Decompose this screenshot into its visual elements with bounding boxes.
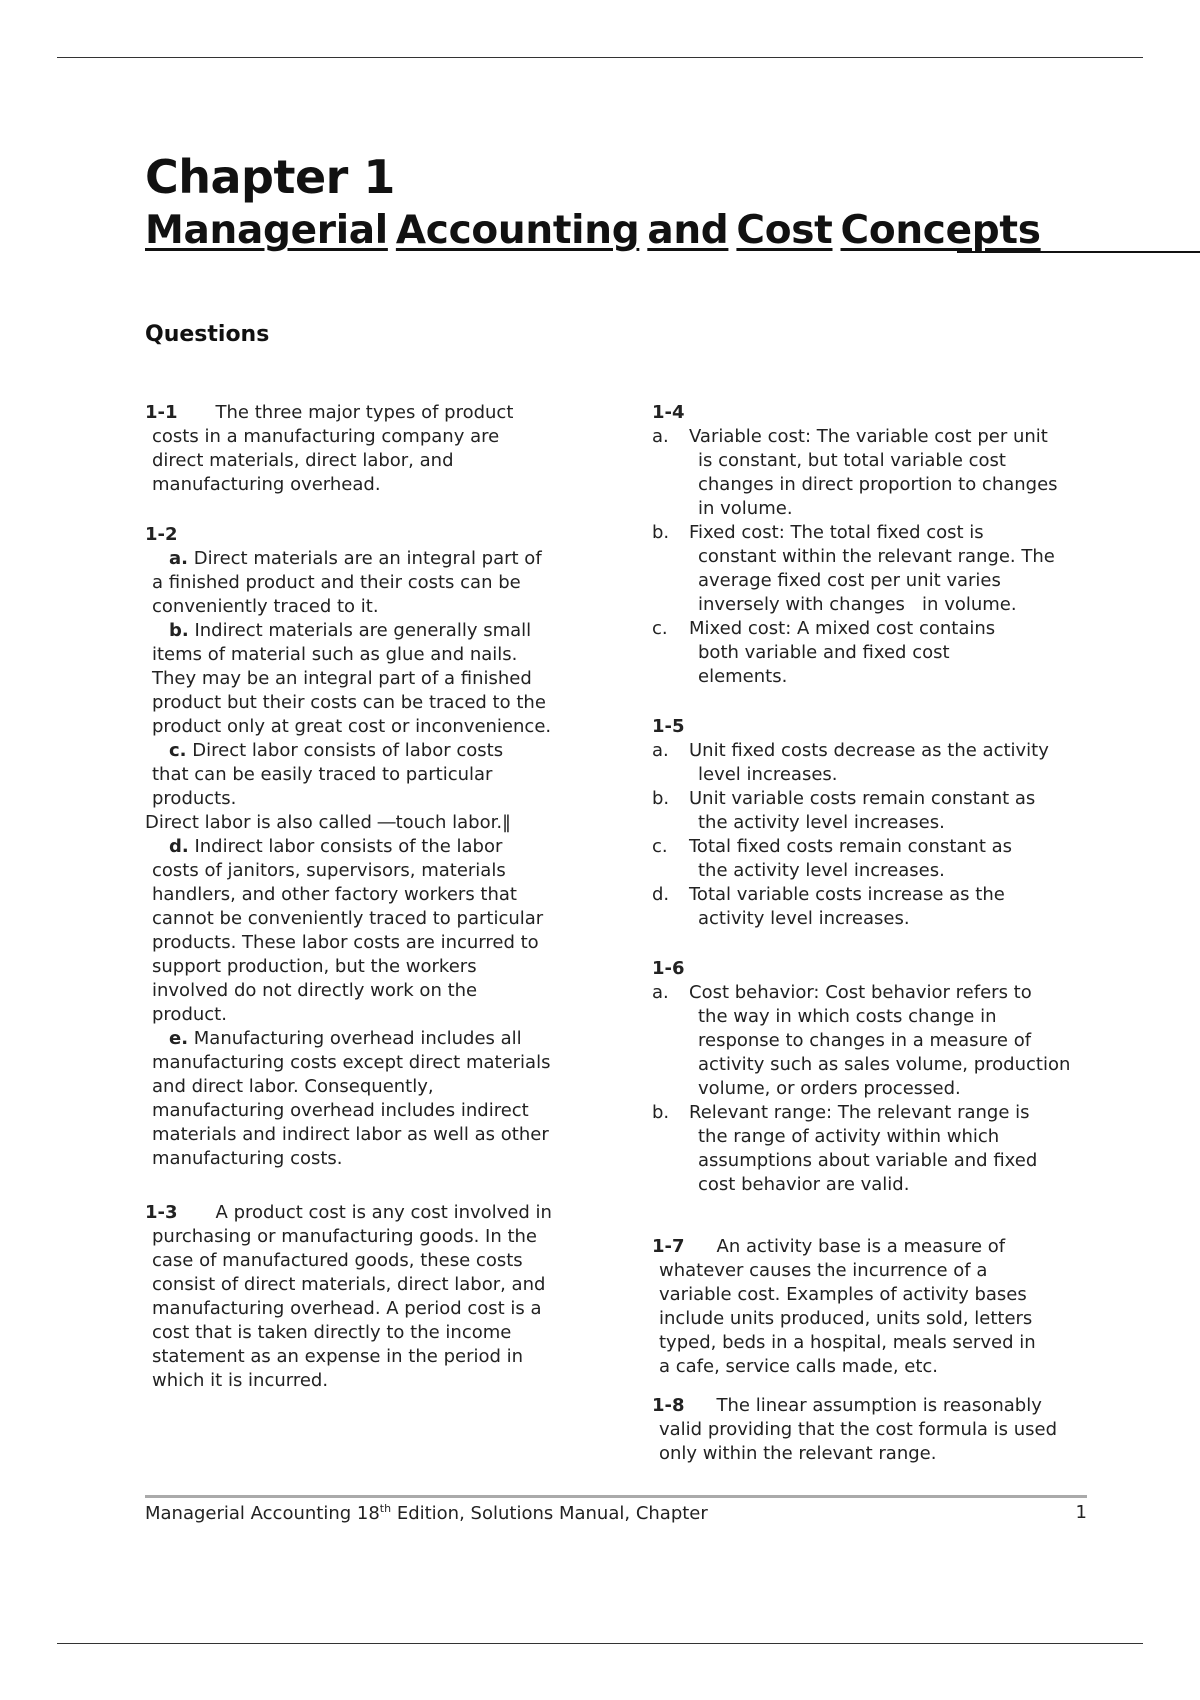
answer-line: changes in direct proportion to changes bbox=[698, 474, 1058, 495]
question-number: 1-7 bbox=[652, 1236, 685, 1257]
answer-line: a finished product and their costs can be bbox=[152, 572, 521, 593]
chapter-title: Chapter 1 bbox=[145, 150, 395, 204]
answer-line: activity level increases. bbox=[698, 908, 910, 929]
answer-line: Direct labor consists of labor costs bbox=[192, 740, 504, 761]
answer-line: Unit fixed costs decrease as the activity bbox=[689, 740, 1049, 761]
answer-line: Direct materials are an integral part of bbox=[193, 548, 542, 569]
question-number: 1-6 bbox=[652, 958, 685, 979]
question-number: 1-1 bbox=[145, 402, 178, 423]
item-letter: d. bbox=[169, 836, 189, 857]
item-letter: c. bbox=[652, 836, 668, 857]
item-letter: a. bbox=[169, 548, 188, 569]
question-1-6 bbox=[652, 957, 1092, 1197]
answer-line: cost behavior are valid. bbox=[698, 1174, 910, 1195]
answer-line: inversely with changes in volume. bbox=[698, 594, 1017, 615]
answer-line: the way in which costs change in bbox=[698, 1006, 997, 1027]
answer-line: costs in a manufacturing company are bbox=[152, 426, 500, 447]
subtitle-word: Cost bbox=[736, 208, 833, 253]
answer-line: include units produced, units sold, letters bbox=[659, 1308, 1033, 1329]
answer-line: variable cost. Examples of activity bases bbox=[659, 1284, 1027, 1305]
answer-line: cost that is taken directly to the income bbox=[152, 1322, 512, 1343]
answer-line: case of manufactured goods, these costs bbox=[152, 1250, 523, 1271]
answer-line: which it is incurred. bbox=[152, 1370, 329, 1391]
section-heading: Questions bbox=[145, 322, 270, 347]
list-item bbox=[652, 883, 1092, 931]
answer-line: conveniently traced to it. bbox=[152, 596, 379, 617]
answer-line: that can be easily traced to particular bbox=[152, 764, 493, 785]
answer-line: items of material such as glue and nails. bbox=[152, 644, 518, 665]
answer-line: manufacturing costs. bbox=[152, 1148, 343, 1169]
answer-line: product but their costs can be traced to the bbox=[152, 692, 546, 713]
question-1-3 bbox=[145, 1201, 575, 1393]
subtitle-word: Concepts bbox=[840, 208, 1041, 253]
question-1-1 bbox=[145, 401, 575, 497]
answer-line: whatever causes the incurrence of a bbox=[659, 1260, 988, 1281]
item-letter: d. bbox=[652, 884, 670, 905]
item-letter: b. bbox=[652, 522, 670, 543]
answer-line: They may be an integral part of a finished bbox=[152, 668, 532, 689]
answer-line: Cost behavior: Cost behavior refers to bbox=[689, 982, 1032, 1003]
page-number: 1 bbox=[1075, 1502, 1087, 1523]
footer-rule bbox=[145, 1495, 1087, 1498]
answer-line: A product cost is any cost involved in bbox=[215, 1202, 552, 1223]
subtitle-word: Managerial bbox=[145, 208, 388, 253]
answer-line: direct materials, direct labor, and bbox=[152, 450, 454, 471]
answer-line: constant within the relevant range. The bbox=[698, 546, 1055, 567]
answer-line: average fixed cost per unit varies bbox=[698, 570, 1001, 591]
answer-line: the range of activity within which bbox=[698, 1126, 1000, 1147]
answer-line: consist of direct materials, direct labor, and bbox=[152, 1274, 546, 1295]
bottom-rule bbox=[57, 1643, 1143, 1644]
item-letter: a. bbox=[652, 740, 669, 761]
answer-line: valid providing that the cost formula is used bbox=[659, 1419, 1058, 1440]
answer-line: elements. bbox=[698, 666, 788, 687]
answer-line: costs of janitors, supervisors, materials bbox=[152, 860, 506, 881]
answer-line: manufacturing overhead. bbox=[152, 474, 381, 495]
item-letter: b. bbox=[652, 1102, 670, 1123]
answer-line: response to changes in a measure of bbox=[698, 1030, 1032, 1051]
list-item bbox=[652, 981, 1092, 1101]
answer-line: volume, or orders processed. bbox=[698, 1078, 961, 1099]
subtitle-word: and bbox=[647, 208, 729, 253]
answer-line: handlers, and other factory workers that bbox=[152, 884, 517, 905]
answer-line: purchasing or manufacturing goods. In the bbox=[152, 1226, 537, 1247]
page-footer bbox=[145, 1502, 1087, 1524]
answer-line: Total fixed costs remain constant as bbox=[689, 836, 1013, 857]
subtitle-word: Accounting bbox=[395, 208, 640, 253]
answer-line: The linear assumption is reasonably bbox=[716, 1395, 1042, 1416]
chapter-subtitle bbox=[145, 207, 1093, 255]
answer-line: Total variable costs increase as the bbox=[689, 884, 1005, 905]
answer-line: product only at great cost or inconvenience. bbox=[152, 716, 552, 737]
list-item bbox=[652, 787, 1092, 835]
answer-line: Manufacturing overhead includes all bbox=[193, 1028, 522, 1049]
answer-line: Fixed cost: The total fixed cost is bbox=[689, 522, 984, 543]
answer-line: Variable cost: The variable cost per unit bbox=[689, 426, 1048, 447]
chapter-heading bbox=[145, 150, 395, 204]
question-number: 1-8 bbox=[652, 1395, 685, 1416]
answer-line: a cafe, service calls made, etc. bbox=[659, 1356, 939, 1377]
question-number: 1-2 bbox=[145, 524, 178, 545]
answer-line: typed, beds in a hospital, meals served in bbox=[659, 1332, 1036, 1353]
answer-line: products. bbox=[152, 788, 237, 809]
answer-line: product. bbox=[152, 1004, 227, 1025]
footer-text: Managerial Accounting 18 bbox=[145, 1503, 380, 1524]
answer-line: activity such as sales volume, production bbox=[698, 1054, 1071, 1075]
answer-line: in volume. bbox=[698, 498, 793, 519]
answer-line: materials and indirect labor as well as other bbox=[152, 1124, 549, 1145]
item-letter: e. bbox=[169, 1028, 189, 1049]
answer-line: The three major types of product bbox=[215, 402, 514, 423]
top-rule bbox=[57, 57, 1143, 58]
answer-line: the activity level increases. bbox=[698, 860, 945, 881]
answer-line: manufacturing overhead includes indirect bbox=[152, 1100, 529, 1121]
answer-line: manufacturing costs except direct materials bbox=[152, 1052, 551, 1073]
question-number: 1-3 bbox=[145, 1202, 178, 1223]
answer-line: support production, but the workers bbox=[152, 956, 477, 977]
question-1-4 bbox=[652, 401, 1092, 689]
item-letter: a. bbox=[652, 426, 669, 447]
answer-note: Direct labor is also called ―touch labor.‖ bbox=[145, 812, 512, 833]
list-item bbox=[652, 617, 1092, 689]
answer-line: only within the relevant range. bbox=[659, 1443, 937, 1464]
question-1-5 bbox=[652, 715, 1092, 931]
list-item bbox=[652, 835, 1092, 883]
answer-line: both variable and fixed cost bbox=[698, 642, 950, 663]
answer-line: Unit variable costs remain constant as bbox=[689, 788, 1036, 809]
question-number: 1-5 bbox=[652, 716, 685, 737]
answer-line: Indirect materials are generally small bbox=[194, 620, 532, 641]
question-1-7 bbox=[652, 1235, 1092, 1379]
answer-line: manufacturing overhead. A period cost is a bbox=[152, 1298, 542, 1319]
list-item bbox=[652, 425, 1092, 521]
question-1-2 bbox=[145, 523, 575, 1171]
answer-line: An activity base is a measure of bbox=[716, 1236, 1006, 1257]
answer-line: and direct labor. Consequently, bbox=[152, 1076, 434, 1097]
answer-line: Indirect labor consists of the labor bbox=[194, 836, 503, 857]
footer-superscript: th bbox=[379, 1502, 392, 1515]
item-letter: b. bbox=[652, 788, 670, 809]
answer-line: assumptions about variable and fixed bbox=[698, 1150, 1038, 1171]
list-item bbox=[652, 521, 1092, 617]
item-letter: c. bbox=[169, 740, 187, 761]
list-item bbox=[652, 739, 1092, 787]
answer-line: cannot be conveniently traced to particular bbox=[152, 908, 544, 929]
answer-line: Relevant range: The relevant range is bbox=[689, 1102, 1030, 1123]
answer-line: involved do not directly work on the bbox=[152, 980, 478, 1001]
answer-line: products. These labor costs are incurred to bbox=[152, 932, 539, 953]
footer-text-suffix: Edition, Solutions Manual, Chapter bbox=[391, 1503, 708, 1524]
answer-line: is constant, but total variable cost bbox=[698, 450, 1006, 471]
item-letter: b. bbox=[169, 620, 189, 641]
question-1-8 bbox=[652, 1394, 1092, 1466]
item-letter: c. bbox=[652, 618, 668, 639]
question-number: 1-4 bbox=[652, 402, 685, 423]
answer-line: the activity level increases. bbox=[698, 812, 945, 833]
answer-line: Mixed cost: A mixed cost contains bbox=[689, 618, 996, 639]
item-letter: a. bbox=[652, 982, 669, 1003]
list-item bbox=[652, 1101, 1092, 1197]
answer-line: statement as an expense in the period in bbox=[152, 1346, 524, 1367]
answer-line: level increases. bbox=[698, 764, 838, 785]
subtitle-underline-tail bbox=[957, 251, 1200, 253]
